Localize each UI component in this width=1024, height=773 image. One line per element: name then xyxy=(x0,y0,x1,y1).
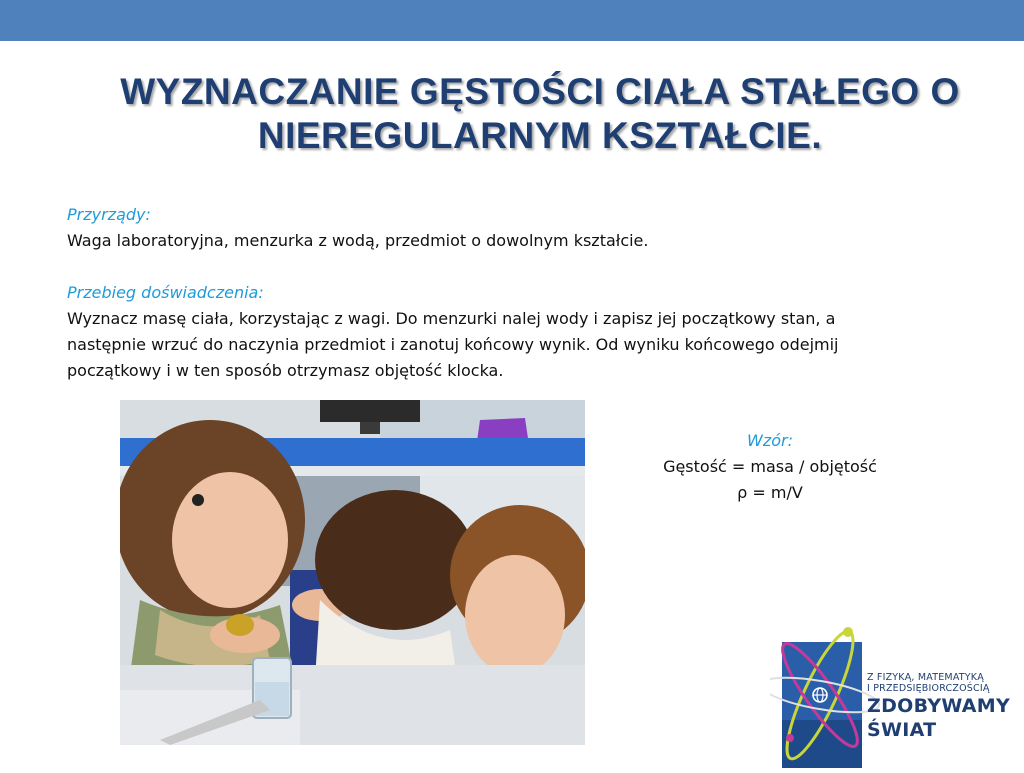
experiment-photo xyxy=(120,400,585,745)
formula-block xyxy=(620,428,920,506)
procedure-text-line-3: początkowy i w ten sposób otrzymasz objętość klocka. xyxy=(67,361,504,380)
instruments-heading: Przyrządy: xyxy=(67,205,151,224)
slide-title-line-1: WYZNACZANIE GĘSTOŚCI CIAŁA STAŁEGO O xyxy=(120,71,960,112)
slide-title-line-2: NIEREGULARNYM KSZTAŁCIE. xyxy=(257,115,823,156)
logo-line-3: ZDOBYWAMY xyxy=(867,695,1011,717)
logo-line-2: I PRZEDSIĘBIORCZOŚCIĄ xyxy=(867,683,990,694)
procedure-heading: Przebieg doświadczenia: xyxy=(67,283,264,302)
procedure-text-line-2: następnie wrzuć do naczynia przedmiot i zanotuj końcowy wynik. Od wyniku końcowego odejmij xyxy=(67,335,839,354)
formula-symbolic: ρ = m/V xyxy=(737,483,803,502)
slide-title xyxy=(60,70,1020,158)
slide-body xyxy=(67,202,967,384)
top-bar xyxy=(0,0,1024,41)
project-logo xyxy=(770,620,1024,768)
instruments-text: Waga laboratoryjna, menzurka z wodą, przedmiot o dowolnym kształcie. xyxy=(67,231,649,250)
formula-heading: Wzór: xyxy=(747,431,793,450)
logo-line-4: ŚWIAT xyxy=(867,719,937,741)
logo-text xyxy=(867,672,1024,742)
logo-line-1: Z FIZYKĄ, MATEMATYKĄ xyxy=(867,672,984,683)
formula-text: Gęstość = masa / objętość xyxy=(663,457,877,476)
procedure-text-line-1: Wyznacz masę ciała, korzystając z wagi. Do menzurki nalej wody i zapisz jej początkowy stan, a xyxy=(67,309,836,328)
